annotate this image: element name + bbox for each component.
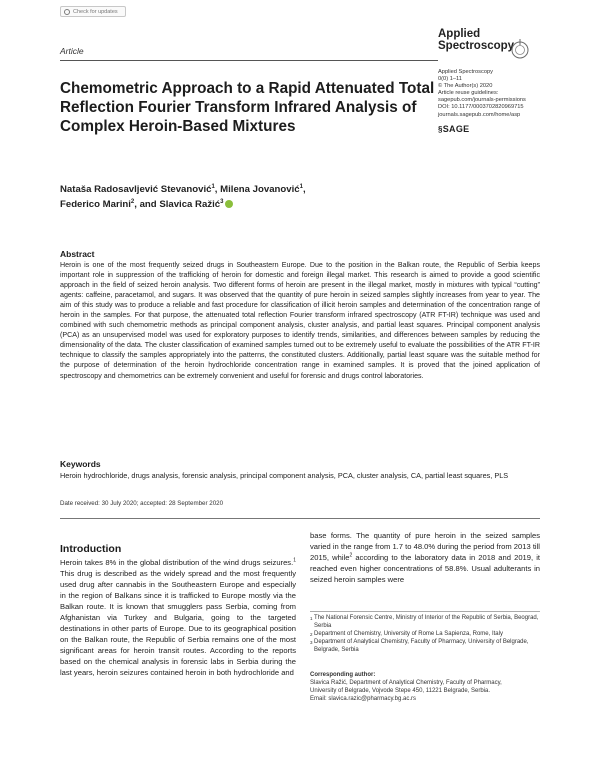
keywords-heading: Keywords (60, 459, 101, 469)
meta-doi-link[interactable]: DOI: 10.1177/0003702820969715 (438, 104, 524, 111)
citation-ref[interactable]: 2 (349, 552, 353, 559)
affiliations (310, 615, 540, 655)
sage-icon: § (438, 125, 443, 134)
introduction-heading: Introduction (60, 543, 122, 555)
affiliation-text: Department of Analytical Chemistry, Faculty of Pharmacy, University of Belgrade, Belgrade, Serbia (314, 638, 529, 653)
body-column-left (60, 557, 296, 678)
author-affiliation-mark: 1 (211, 183, 215, 190)
meta-reuse: Article reuse guidelines: (438, 90, 499, 97)
affiliation-number: 2 (310, 631, 313, 637)
header-rule (60, 60, 438, 61)
check-for-updates-badge[interactable] (60, 6, 126, 17)
affiliation-item (310, 639, 540, 655)
corresponding-author (310, 672, 540, 704)
meta-copyright: © The Author(s) 2020 (438, 83, 493, 90)
society-logo-icon (510, 37, 530, 59)
author-list: Nataša Radosavljević Stevanović$^1$, Milena Jovanović$^1$, Federico Marini$^2$, and Slavica Ražić$^3$ (60, 183, 306, 210)
body-paragraph (310, 530, 540, 585)
paragraph-text: base forms. The quantity of pure heroin in the seized samples varied in the range from 1.7 to 48.0% during the period from 2013 till 2015, while (310, 531, 540, 562)
author-affiliation-mark: 3 (220, 198, 224, 205)
corresponding-email[interactable]: Email: slavica.razic@pharmacy.bg.ac.rs (310, 695, 417, 702)
abstract-text: Heroin is one of the most frequently seized drugs in Southeastern Europe. Due to the position in the Balkan route, the Republic of Serbia keeps important role in suppression of the trafficking of heroin for domestic and foreign illegal market. This research is aimed to provide a good scientific approach in the field of seized heroin analysis. Two different forms of heroin are present in the illegal market, mostly in mixtures with typical “cutting” agents: caffeine, paracetamol, and sugars. It was observed that the quantity of pure heroin in seized samples slightly increases from year to year. The aim of this study was to produce a reliable and fast procedure for classification of illicit heroin samples and determination of the concentration range of heroin in the samples. For that purpose, the attenuated total reflection Fourier transform infrared spectroscopy (ATR FT-IR) technique was used and combined with such chemometric methods as principal component analysis, cluster analysis, and partial least squares. Principal component analysis (PCA) as an unsupervised model was used for exploratory purposes to identify trends, similarities, and differences between samples by reducing the dimensionality of the data. The cluster classification of examined samples turned out to be extremely useful to evaluate the possibilities of the ATR FT-IR technique to classify the samples appropriately into the patterns, the constituted clusters. Additionally, partial least square was the suitable method for the purpose of determination of the heroin hydrochloride concentration range in examined samples. It is proved that the joined application of spectroscopy and chemometrics can be extremely convenient and useful for forensic and drugs control laboratories. (60, 261, 540, 380)
received-dates: Date received: 30 July 2020; accepted: 28 September 2020 (60, 500, 224, 507)
citation-ref[interactable]: 1 (293, 557, 296, 564)
meta-permissions-link[interactable]: sagepub.com/journals-permissions (438, 97, 526, 104)
corresponding-line: Slavica Ražić, Department of Analytical Chemistry, Faculty of Pharmacy, (310, 679, 502, 686)
publisher-name: SAGE (442, 124, 470, 134)
affiliation-number: 3 (310, 639, 313, 645)
affiliation-text: The National Forensic Centre, Ministry of Interior of the Republic of Serbia, Beograd, Serbia (314, 615, 539, 629)
journal-name-line1: Applied (438, 28, 481, 40)
abstract-heading: Abstract (60, 249, 95, 259)
badge-label: Check for updates (73, 8, 118, 15)
corresponding-line: University of Belgrade, Vojvode Stepe 450, 11221 Belgrade, Serbia. (310, 687, 491, 694)
footnote-rule (310, 611, 540, 612)
author-name[interactable]: Milena Jovanović (220, 184, 300, 195)
section-rule (60, 518, 540, 519)
article-meta (438, 69, 548, 119)
paragraph-text: Heroin takes 8% in the global distribution of the wind drugs seizures. (60, 558, 294, 567)
meta-journal: Applied Spectroscopy (438, 69, 494, 75)
author-affiliation-mark: 1 (299, 183, 303, 190)
body-paragraph (60, 557, 296, 678)
author-name[interactable]: Nataša Radosavljević Stevanović (60, 184, 212, 195)
affiliation-item (310, 615, 540, 631)
author-affiliation-mark: 2 (130, 198, 135, 205)
update-check-icon (64, 9, 70, 15)
journal-name-line2: Spectroscopy (438, 40, 515, 52)
paragraph-text: according to the laboratory data in 2018 and 2019, it reached even higher concentrations of 58.8%. Usual adulterants in seized heroin samples were (310, 553, 541, 584)
orcid-icon[interactable] (225, 200, 233, 208)
article-type-label: Article (60, 46, 84, 56)
author-name[interactable]: and Slavica Ražić (139, 199, 221, 210)
affiliation-text: Department of Chemistry, University of Rome La Sapienza, Rome, Italy (314, 630, 503, 637)
paragraph-text: This drug is described as the widely spread and the most frequently used drug after cannabis in the Southeastern Europe and especially in the region of Balkans since it is trafficked to Europe mostly via the Balkan route. It is known that smugglers pass Serbia, coming from Afghanistan via Turkey and Bulgaria, going to the targeted destinations in other parts of Europe. Due to its geographical position on the Balkan route, the Republic of Serbia remains one of the most significant areas for heroin transit routes. According to the reports based on the chemical analysis in forensic labs in Serbia during the last years, heroin seizures contained heroin in both hydrochloride and (60, 569, 296, 677)
author-name[interactable]: Federico Marini (60, 199, 131, 210)
publisher-logo (438, 124, 469, 134)
affiliation-number: 1 (310, 616, 313, 621)
keywords-text: Heroin hydrochloride, drugs analysis, forensic analysis, principal component analysis, PCA, cluster analysis, CA, partial least squares, PLS (60, 471, 509, 480)
meta-volume: 0(0) 1–11 (438, 76, 462, 83)
body-column-right (310, 530, 540, 585)
meta-journal-link[interactable]: journals.sagepub.com/home/asp (438, 111, 521, 118)
corresponding-heading: Corresponding author: (310, 672, 376, 678)
affiliation-item (310, 631, 540, 639)
article-title: Chemometric Approach to a Rapid Attenuated Total Reflection Fourier Transform Infrared Analysis of Complex Heroin-Based Mixtures (60, 80, 435, 135)
